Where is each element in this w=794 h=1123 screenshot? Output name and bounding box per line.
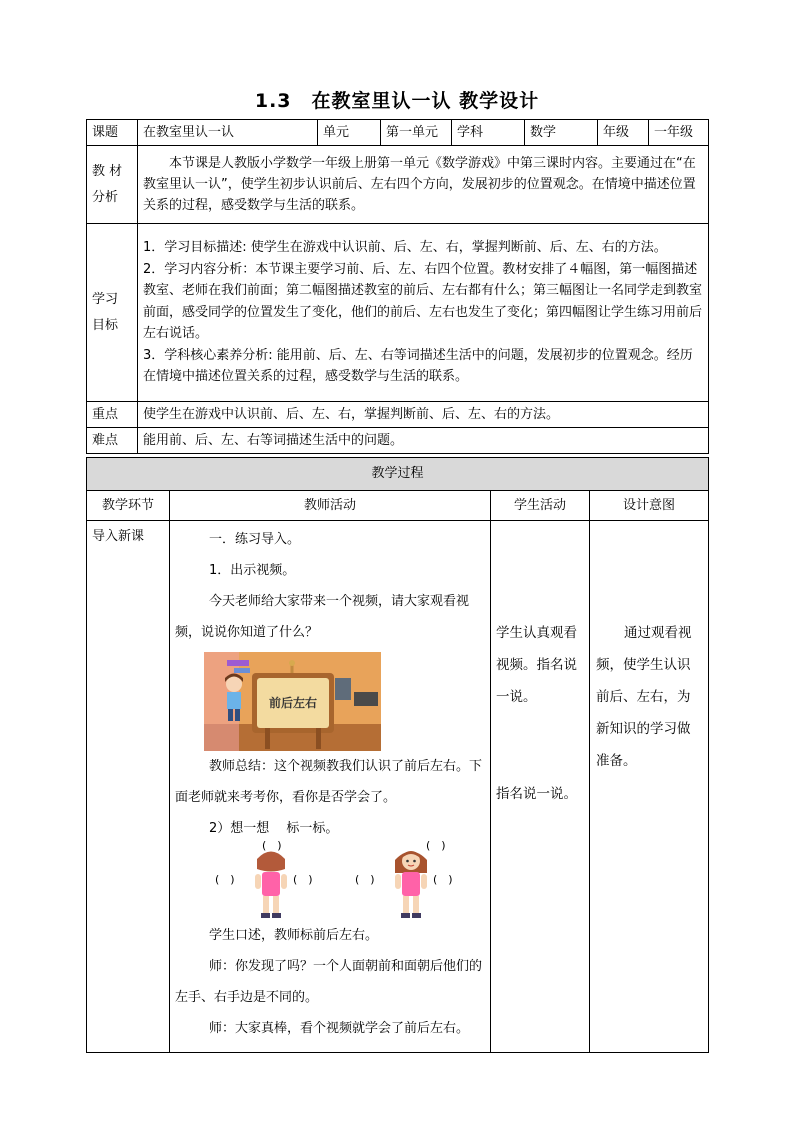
goal-cell <box>138 224 709 402</box>
blank-front-top: ( ) <box>426 839 446 852</box>
unit-value: 第一单元 <box>381 120 452 146</box>
goal-label <box>87 224 138 402</box>
material-label-line2: 分析 <box>92 189 119 205</box>
col-teacher: 教师活动 <box>170 491 491 521</box>
key-text: 使学生在游戏中认识前、后、左、右，掌握判断前、后、左、右的方法。 <box>138 402 709 428</box>
video-thumbnail[interactable] <box>204 652 381 751</box>
material-label-line1: 教 材 <box>92 163 123 179</box>
intent-cell <box>590 521 709 1053</box>
process-header: 教学过程 <box>87 458 709 491</box>
goal-3: 3．学科核心素养分析: 能用前、后、左、右等词描述生活中的问题，发展初步的位置观念。经历在情境中描述位置关系的过程，感受数学与生活的联系。 <box>143 347 693 385</box>
teacher-line-5: 2）想一想 标一标。 <box>209 821 339 836</box>
info-row-goals <box>87 224 709 402</box>
teacher-line-6: 学生口述，教师标前后左右。 <box>209 928 379 943</box>
goal-1: 1．学习目标描述: 使学生在游戏中认识前、后、左、右，掌握判断前、后、左、右的方法。 <box>143 239 667 255</box>
info-row-key <box>87 402 709 428</box>
girl-back-figure <box>251 846 291 920</box>
unit-label: 单元 <box>318 120 381 146</box>
teacher-line-2: 1．出示视频。 <box>209 563 296 578</box>
process-row-intro <box>87 521 709 1053</box>
material-label <box>87 146 138 224</box>
info-table <box>86 119 709 454</box>
subject-value: 数学 <box>525 120 598 146</box>
student-activity-cell <box>491 521 590 1053</box>
diff-label: 难点 <box>87 428 138 454</box>
key-label: 重点 <box>87 402 138 428</box>
blank-front-left: ( ) <box>355 873 375 886</box>
info-row-difficulty <box>87 428 709 454</box>
goal-label-line1: 学习 <box>92 291 119 307</box>
teacher-line-3: 今天老师给大家带来一个视频，请大家观看视频，说说你知道了什么？ <box>175 594 470 640</box>
blank-back-top: ( ) <box>262 839 282 852</box>
grade-value: 一年级 <box>649 120 709 146</box>
girl-front-figure <box>391 846 431 920</box>
teacher-line-8: 师：大家真棒，看个视频就学会了前后左右。 <box>209 1021 470 1036</box>
blank-back-left: ( ) <box>215 873 235 886</box>
goal-2: 2．学习内容分析：本节课主要学习前、后、左、右四个位置。教材安排了４幅图，第一幅图描述教室、老师在我们前面；第二幅图描述教室的前后、左右都有什么；第三幅图让一名同学走到教室前面，感受同学的位置发生了变化，他们的前后、左右也发生了变化；第四幅图让学生练习用前后左右说话。 <box>143 261 703 342</box>
info-row-material <box>87 146 709 224</box>
process-header-row <box>87 458 709 491</box>
subject-label: 学科 <box>452 120 525 146</box>
video-caption: 前后左右 <box>268 696 318 710</box>
col-stage: 教学环节 <box>87 491 170 521</box>
process-table <box>86 457 709 1053</box>
teacher-activity-cell <box>170 521 491 1053</box>
teacher-line-1: 一．练习导入。 <box>209 532 301 547</box>
figure-pair <box>175 839 485 920</box>
material-cell <box>138 146 709 224</box>
teacher-line-7: 师：你发现了吗？一个人面朝前和面朝后他们的左手、右手边是不同的。 <box>175 959 483 1005</box>
diff-text: 能用前、后、左、右等词描述生活中的问题。 <box>138 428 709 454</box>
blank-front-right: ( ) <box>433 873 453 886</box>
page-title: 1.3 在教室里认一认 教学设计 <box>254 90 540 112</box>
intent-line-1: 通过观看视频，使学生认识前后、左右，为新知识的学习做准备。 <box>596 625 692 769</box>
col-student: 学生活动 <box>491 491 590 521</box>
teacher-line-4: 教师总结：这个视频教我们认识了前后左右。下面老师就来考考你，看你是否学会了。 <box>175 759 483 805</box>
topic-label: 课题 <box>87 120 138 146</box>
student-line-2: 指名说一说。 <box>496 786 577 802</box>
stage-cell: 导入新课 <box>87 521 170 1053</box>
col-intent: 设计意图 <box>590 491 709 521</box>
material-text: 本节课是人教版小学数学一年级上册第一单元《数学游戏》中第三课时内容。主要通过在“在教室里认一认”，使学生初步认识前后、左右四个方向，发展初步的位置观念。在情境中描述位置关系的过程，感受数学与生活的联系。 <box>143 156 696 213</box>
info-row-basic <box>87 120 709 146</box>
blank-back-right: ( ) <box>293 873 313 886</box>
topic-value: 在教室里认一认 <box>138 120 318 146</box>
grade-label: 年级 <box>598 120 649 146</box>
student-line-1: 学生认真观看视频。指名说一说。 <box>496 625 577 705</box>
process-column-row <box>87 491 709 521</box>
goal-label-line2: 目标 <box>92 317 119 333</box>
